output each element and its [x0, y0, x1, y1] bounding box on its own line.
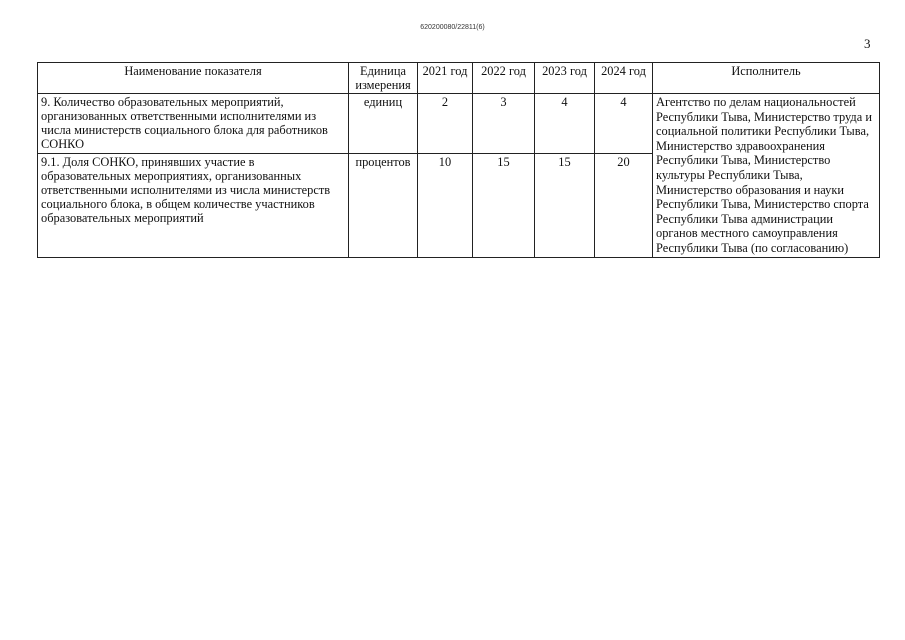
value-2024: 4: [595, 94, 653, 154]
table-header-row: [38, 63, 880, 94]
column-header-executor: Исполнитель: [653, 63, 880, 94]
executor-cell: Агентство по делам национальностей Республики Тыва, Министерство труда и социальной политики Республики Тыва, Министерство здравоохранения Республики Тыва, Министерство культуры Республики Тыва, Министерство образования и науки Республики Тыва, Министерство спорта Республики Тыва администрации органов местного самоуправления Республики Тыва (по согласованию): [653, 94, 880, 258]
value-2021: 2: [418, 94, 473, 154]
value-2022: 3: [473, 94, 535, 154]
column-header-2023: 2023 год: [535, 63, 595, 94]
column-header-2022: 2022 год: [473, 63, 535, 94]
table-row: [38, 94, 880, 154]
indicator-name: 9.1. Доля СОНКО, принявших участие в образовательных мероприятиях, организованных ответственными исполнителями из числа министерств социального блока, в общем количестве участников образовательных мероприятий: [38, 153, 349, 257]
value-2024: 20: [595, 153, 653, 257]
column-header-name: Наименование показателя: [38, 63, 349, 94]
indicator-name: 9. Количество образовательных мероприятий, организованных ответственными исполнителями из числа министерств социального блока для работников СОНКО: [38, 94, 349, 154]
page-number: 3: [864, 36, 871, 51]
value-2023: 4: [535, 94, 595, 154]
indicators-table: [37, 62, 880, 258]
column-header-2021: 2021 год: [418, 63, 473, 94]
value-2023: 15: [535, 153, 595, 257]
indicator-unit: процентов: [349, 153, 418, 257]
column-header-2024: 2024 год: [595, 63, 653, 94]
value-2021: 10: [418, 153, 473, 257]
indicator-unit: единиц: [349, 94, 418, 154]
column-header-unit: Единица измерения: [349, 63, 418, 94]
document-code: 620200080/22811(6): [420, 24, 485, 31]
value-2022: 15: [473, 153, 535, 257]
